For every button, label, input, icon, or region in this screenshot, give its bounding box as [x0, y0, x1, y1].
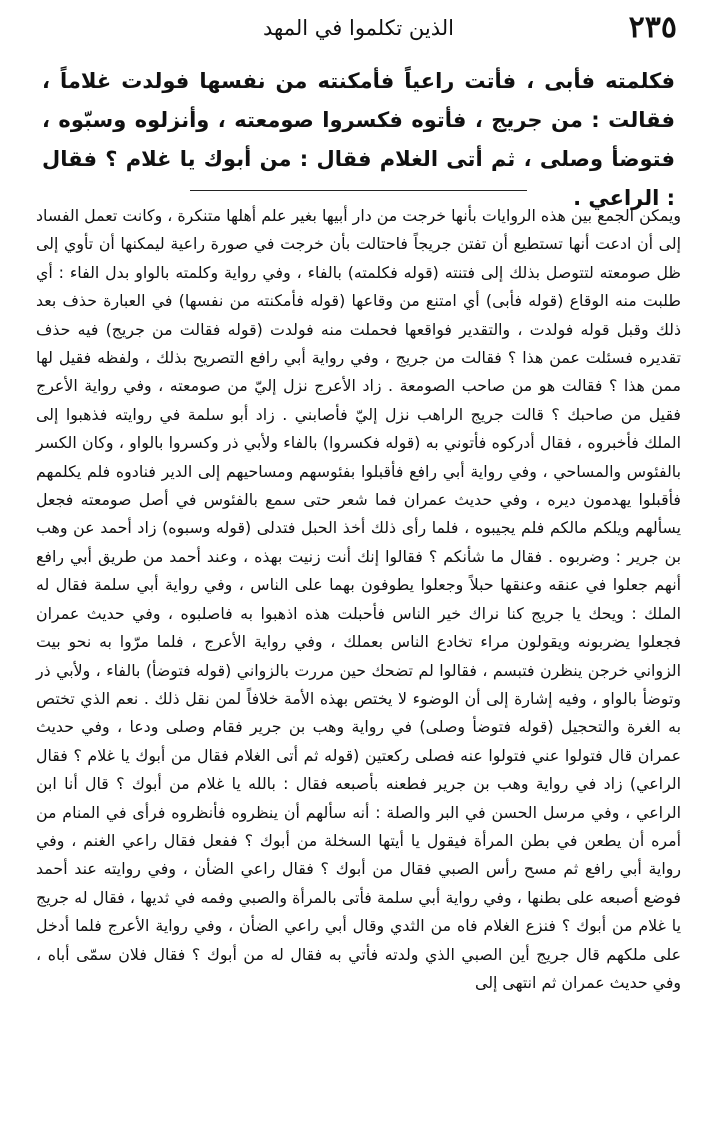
commentary-block — [36, 202, 681, 997]
hadith-text-block — [42, 62, 675, 218]
page-number: ٢٣٥ — [628, 10, 677, 45]
hadith-text: فكلمته فأبى ، فأتت راعياً فأمكنته من نفسها فولدت غلاماً ، فقالت : من جريج ، فأتوه فكسروا صومعته ، وأنزلوه وسبّوه ، فتوضأ وصلى ، ثم أتى الغلام فقال : من أبوك يا غلام ؟ فقال : الراعي . — [42, 69, 675, 210]
running-title: الذين تكلموا في المهد — [263, 16, 454, 40]
page-header — [40, 8, 677, 48]
section-divider — [190, 190, 527, 191]
commentary-text: ويمكن الجمع بين هذه الروايات بأنها خرجت من دار أبيها بغير علم أهلها متنكرة ، وكانت تعمل الفساد إلى أن ادعت أنها تستطيع أن تفتن جريجاً فاحتالت بأن خرجت في صورة راعية ليمكنها أن تأوي إلى ظل صومعته لتتوصل بذلك إلى فتنته (قوله فكلمته) بالفاء ، وفي رواية وكلمته بالواو بدل الفاء : أي طلبت منه الوقاع (قوله فأبى) أي امتنع من وقاعها (قوله فأمكنته من نفسها) في العبارة حذف بعد ذلك وقبل قوله فولدت ، والتقدير فواقعها فحملت منه فولدت (قوله فقالت من جريج) فيه حذف تقديره فسئلت عمن هذا ؟ فقالت من جريج ، وفي رواية أبي رافع التصريح بذلك ، ولفظه فقيل لها ممن هذا ؟ فقالت هو من صاحب الصومعة . زاد الأعرج نزل إليّ من صومعته ، وفي رواية الأعرج فقيل من صاحبك ؟ قالت جريج الراهب نزل إليّ فأصابني . زاد أبو سلمة في روايته فذهبوا إلى الملك فأخبروه ، فقال أدركوه فأتوني به (قوله فكسروا) بالفاء ولأبي ذر وكسروا بالواو ، وكان الكسر بالفئوس والمساحي ، وفي رواية أبي رافع فأقبلوا بفئوسهم ومساحيهم إلى الدير فنادوه فلم يكلمهم فأقبلوا يهدمون ديره ، وفي حديث عمران فما شعر حتى سمع بالفئوس في أصل صومعته فجعل يسألهم ويلكم مالكم فلم يجيبوه ، فلما رأى ذلك أخذ الحبل فتدلى (قوله وسبوه) زاد أحمد عن وهب بن جرير : وضربوه . فقال ما شأنكم ؟ فقالوا إنك أنت زنيت بهذه ، وعند أحمد من طريق أبي رافع أنهم جعلوا في عنقه وعنقها حبلاً وجعلوا يطوفون بهما على الناس ، وفي رواية أبي سلمة فقال له الملك : ويحك يا جريج كنا نراك خير الناس فأحبلت هذه اذهبوا به فاصلبوه ، وفي حديث عمران فجعلوا يضربونه ويقولون مراء تخادع الناس بعملك ، وفي رواية الأعرج ، فلما مرّوا به نحو بيت الزواني خرجن ينظرن فتبسم ، فقالوا لم تضحك حين مررت بالزواني (قوله فتوضأ) بالفاء ، ولأبي ذر وتوضأ بالواو ، وفيه إشارة إلى أن الوضوء لا يختص بهذه الأمة خلافاً لمن نقل ذلك . نعم الذي تختص به الغرة والتحجيل (قوله فتوضأ وصلى) في رواية وهب بن جرير فقام وصلى ودعا ، وفي حديث عمران قال فتولوا عني فتولوا عنه فصلى ركعتين (قوله ثم أتى الغلام فقال من أبوك يا غلام ؟ فقال الراعي) زاد في رواية وهب بن جرير فطعنه بأصبعه فقال : بالله يا غلام من أبوك ؟ قال أنا ابن الراعي ، وفي مرسل الحسن في البر والصلة : أنه سألهم أن ينظروه فأنظروه فرأى في المنام من أمره أن يطعن في بطن المرأة فيقول يا أيتها السخلة من أبوك ؟ ففعل فقال راعي الغنم ، وفي رواية أبي رافع ثم مسح رأس الصبي فقال من أبوك ؟ فقال راعي الضأن ، وفي روايته عند أحمد فوضع أصبعه على بطنها ، وفي رواية أبي سلمة فأتى بالمرأة والصبي وفمه في ثديها ، فقال له جريج يا غلام من أبوك ؟ فنزع الغلام فاه من الثدي وقال أبي راعي الضأن ، وفي رواية الأعرج فلما أدخل على ملكهم قال جريج أين الصبي الذي ولدته فأتي به فقال له من أبوك ؟ فقال فلان سمّى أباه ، وفي حديث عمران ثم انتهى إلى — [36, 206, 681, 992]
